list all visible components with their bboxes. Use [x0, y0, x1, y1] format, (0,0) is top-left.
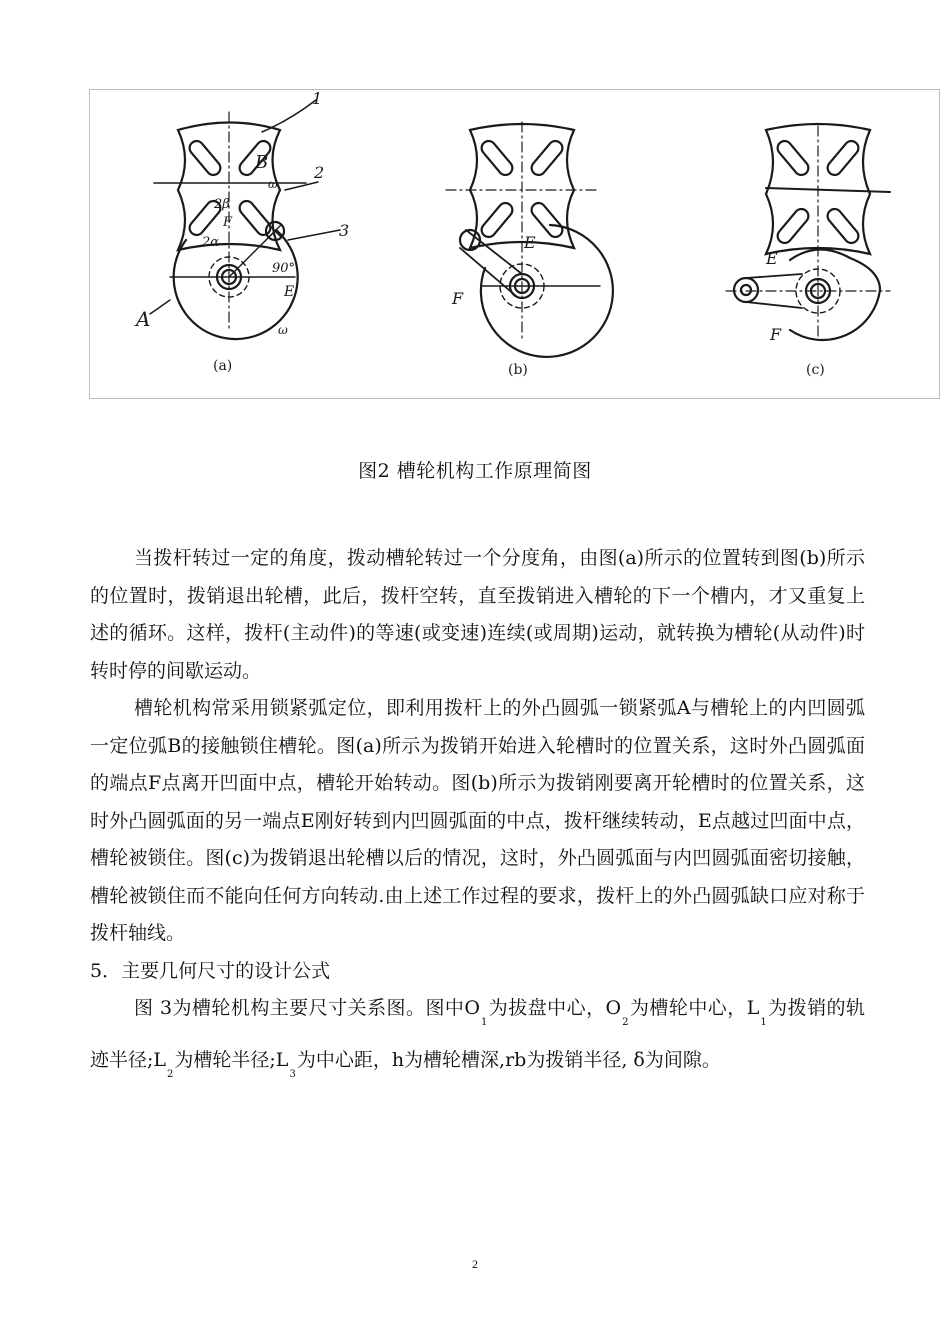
slot-c2: [825, 138, 861, 178]
slot-c3: [775, 206, 811, 246]
figure-frame: [89, 89, 940, 399]
slot-c4: [825, 206, 861, 246]
p3-text-2: 为拔盘中心，O: [488, 997, 622, 1019]
label-90deg: 90°: [272, 261, 296, 276]
geneva-mechanism-diagram: [90, 90, 941, 400]
p3-text-1: 图 3为槽轮机构主要尺寸关系图。图中O: [134, 997, 480, 1019]
label-2beta: 2β: [214, 197, 230, 212]
diagram-c: [726, 124, 890, 378]
p3-text-4: 为拨销的轨迹半径;L: [90, 997, 865, 1071]
label-E-b: E: [524, 233, 536, 252]
label-E-a: E: [284, 284, 295, 300]
p3-text-3: 为槽轮中心，L: [629, 997, 760, 1019]
paragraph-1: 当拨杆转过一定的角度，拨动槽轮转过一个分度角，由图(a)所示的位置转到图(b)所示的位置时，拨销退出轮槽，此后，拨杆空转，直至拨销进入槽轮的下一个槽内，才又重复上述的循环。这样，拨杆(主动件)的等速(或变速)连续(或周期)运动，就转换为槽轮(从动件)时转时停的间歇运动。: [90, 547, 865, 682]
figure-caption: 图2 槽轮机构工作原理简图: [358, 460, 592, 482]
slot-a1: [187, 138, 223, 178]
slot-b3: [479, 200, 515, 240]
label-omega-p: ω: [278, 323, 288, 337]
slot-c1: [775, 138, 811, 178]
pin-c: [734, 278, 758, 302]
body-text: [90, 540, 865, 1093]
page-number: 2: [472, 1257, 478, 1271]
label-F-a: F: [223, 215, 233, 230]
p3-sub-2: 2: [622, 1017, 629, 1028]
caption-a: (a): [213, 358, 233, 374]
p3-sub-3: 1: [760, 1017, 767, 1028]
label-2alpha: 2α: [202, 235, 220, 250]
caption-c: (c): [806, 362, 825, 378]
crank-disc-c: [790, 249, 880, 340]
section-heading-5: 5．主要几何尺寸的设计公式: [90, 959, 331, 982]
p3-sub-5: 3: [289, 1068, 296, 1080]
label-3: 3: [339, 221, 350, 240]
p3-text-6: 为中心距，h为槽轮槽深,rb为拨销半径, δ为间隙。: [296, 1048, 721, 1071]
label-1: 1: [312, 90, 323, 108]
label-F-c: F: [770, 325, 782, 344]
p3-sub-4: 2: [167, 1068, 174, 1080]
paragraph-3: [90, 990, 865, 1093]
label-2: 2: [314, 163, 325, 182]
p3-sub-1: 1: [480, 1017, 488, 1028]
p3-text-5: 为槽轮半径;L: [174, 1048, 289, 1071]
diagram-b: [446, 122, 613, 378]
caption-b: (b): [508, 362, 528, 378]
slot-a4: [237, 198, 273, 238]
slot-b1: [479, 138, 515, 178]
slot-b2: [529, 138, 565, 178]
label-A: A: [136, 307, 151, 331]
label-B: B: [255, 152, 269, 173]
paragraph-2: 槽轮机构常采用锁紧弧定位，即利用拨杆上的外凸圆弧一锁紧弧A与槽轮上的内凹圆弧一定位弧B的接触锁住槽轮。图(a)所示为拨销开始进入轮槽时的位置关系，这时外凸圆弧面的端点F点离开凹面中点，槽轮开始转动。图(b)所示为拨销刚要离开轮槽时的位置关系，这时外凸圆弧面的另一端点E刚好转到内凹圆弧面的中点，拨杆继续转动，E点越过凹面中点，槽轮被锁住。图(c)为拨销退出轮槽以后的情况，这时，外凸圆弧面与内凹圆弧面密切接触，槽轮被锁住而不能向任何方向转动.由上述工作过程的要求，拨杆上的外凸圆弧缺口应对称于拨杆轴线。: [90, 697, 865, 944]
label-E-c: E: [766, 249, 778, 268]
label-F-b: F: [452, 289, 464, 308]
diagram-a: [134, 90, 349, 374]
label-omega-c: ω: [268, 177, 278, 191]
